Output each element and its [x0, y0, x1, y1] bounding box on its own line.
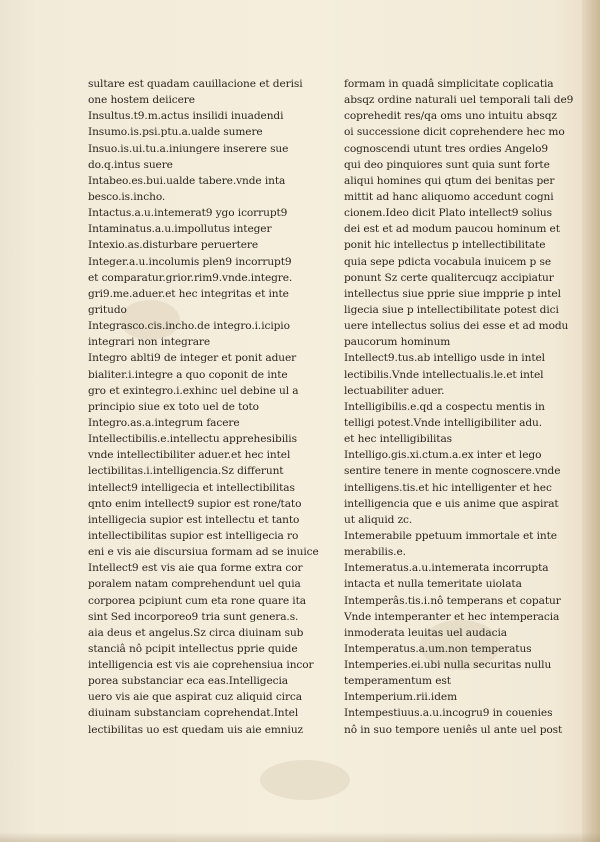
text-line: one hostem deiicere [88, 94, 195, 107]
text-line: Integer.a.u.incolumis plen9 incorrupt9 [88, 255, 292, 268]
text-line: quia sepe pdicta vocabula inuicem p se [344, 255, 552, 268]
text-line: gro et exintegro.i.exhinc uel debine ul a [88, 384, 299, 397]
text-line: Integro.as.a.integrum facere [88, 416, 240, 429]
text-line: uere intellectus solius dei esse et ad modu [344, 320, 569, 333]
text-line: Intelligo.gis.xi.ctum.a.ex inter et lego [344, 449, 542, 462]
text-line: intelligecia supior est intellectu et tanto [88, 513, 300, 526]
text-line: sentire tenere in mente cognoscere.vnde [344, 465, 561, 478]
text-line: Intellect9 est vis aie qua forme extra cor [88, 562, 303, 575]
text-line: Intemperatus.a.um.non temperatus [344, 642, 532, 655]
text-line: eni e vis aie discursiua formam ad se inuice [88, 546, 319, 559]
text-line: Insumo.is.psi.ptu.a.ualde sumere [88, 126, 263, 139]
text-line: Integro ablti9 de integer et ponit aduer [88, 352, 297, 365]
text-line: uero vis aie que aspirat cuz aliquid circa [88, 691, 302, 704]
text-line: ut aliquid zc. [344, 513, 413, 526]
text-line: diuinam substanciam coprehendat.Intel [88, 707, 299, 720]
text-line: poralem natam comprehendunt uel quia [88, 578, 301, 591]
text-line: corporea pcipiunt cum eta rone quare ita [88, 594, 306, 607]
text-line: nô in suo tempore ueniês ul ante uel post [344, 723, 563, 736]
text-line: dei est et ad modum paucou hominum et [344, 223, 560, 236]
text-line: porea substanciar eca eas.Intelligecia [88, 675, 288, 688]
text-line: Intexio.as.disturbare peruertere [88, 239, 259, 252]
text-line: lectibilis.Vnde intellectualis.le.et intel [344, 368, 544, 381]
text-line: mittit ad hanc aliquomo accedunt cogni [344, 190, 554, 203]
text-line: principio siue ex toto uel de toto [88, 400, 259, 413]
text-line: et comparatur.grior.rim9.vnde.integre. [88, 271, 293, 284]
text-line: Intellectibilis.e.intellectu apprehesibilis [88, 433, 297, 446]
text-line: bialiter.i.integre a quo coponit de inte [88, 368, 288, 381]
text-line: oi successione dicit coprehendere hec mo [344, 126, 565, 139]
text-line: Intemeratus.a.u.intemerata incorrupta [344, 562, 549, 575]
text-line: qui deo pinquiores sunt quia sunt forte [344, 158, 550, 171]
text-line: sint Sed incorporeo9 tria sunt genera.s. [88, 610, 299, 623]
text-line: gri9.me.aduer.et hec integritas et inte [88, 287, 289, 300]
text-line: coprehedit res/qa oms uno intuitu absqz [344, 110, 557, 123]
text-line: absqz ordine naturali uel temporali tali de9 [344, 94, 574, 107]
text-line: intacta et nulla temeritate uiolata [344, 578, 522, 591]
text-line: et hec intelligibilitas [344, 433, 453, 446]
text-line: Intaminatus.a.u.impollutus integer [88, 223, 272, 236]
text-line: ligecia siue p intellectibilitate potest dici [344, 303, 559, 316]
paper-stain [260, 760, 350, 800]
text-line: temperamentum est [344, 675, 451, 688]
text-line: Insultus.t9.m.actus insilidi inuadendi [88, 110, 284, 123]
text-line: Intemperâs.tis.i.nô temperans et copatur [344, 594, 561, 607]
text-line: Intactus.a.u.intemerat9 ygo icorrupt9 [88, 207, 288, 220]
text-line: Insuo.is.ui.tu.a.iniungere inserere sue [88, 142, 289, 155]
text-line: Intellect9.tus.ab intelligo usde in intel [344, 352, 545, 365]
text-line: paucorum hominum [344, 336, 451, 349]
text-line: Intabeo.es.bui.ualde tabere.vnde inta [88, 174, 286, 187]
text-line: formam in quadâ simplicitate coplicatia [344, 78, 554, 90]
text-line: intelligencia que e uis anime que aspirat [344, 497, 559, 510]
text-line: lectuabiliter aduer. [344, 384, 445, 397]
text-line: lectibilitas.i.intelligencia.Sz differunt [88, 465, 284, 478]
text-line: Intemperium.rii.idem [344, 691, 458, 704]
text-line: ponit hic intellectus p intellectibilitate [344, 239, 546, 252]
text-line: gritudo [88, 303, 127, 316]
text-line: lectibilitas uo est quedam uis aie emniuz [88, 723, 304, 736]
text-line: intellectibilitas supior est intelligecia ro [88, 529, 299, 542]
text-line: Intempestiuus.a.u.incogru9 in couenies [344, 707, 553, 720]
text-line: intellect9 intelligecia et intellectibilitas [88, 481, 295, 494]
text-line: telligi potest.Vnde intelligibiliter adu. [344, 416, 543, 429]
text-line: merabilis.e. [344, 546, 406, 559]
right-text-column [344, 76, 576, 738]
text-line: Intemerabile ppetuum immortale et inte [344, 529, 557, 542]
text-line: besco.is.incho. [88, 190, 166, 203]
text-line: ponunt Sz certe qualitercuqz accipiatur [344, 271, 554, 284]
page-bottom-shadow [0, 832, 600, 842]
text-line: stanciâ nô pcipit intellectus pprie quide [88, 642, 298, 655]
text-line: integrari non integrare [88, 336, 211, 349]
text-line: intelligencia est vis aie coprehensiua incor [88, 659, 314, 672]
text-line: aia deus et angelus.Sz circa diuinam sub [88, 626, 304, 639]
text-line: Vnde intemperanter et hec intemperacia [344, 610, 560, 623]
text-line: Integrasco.cis.incho.de integro.i.icipio [88, 320, 290, 333]
text-line: Intemperies.ei.ubi nulla securitas nullu [344, 659, 552, 672]
text-line: inmoderata leuitas uel audacia [344, 626, 507, 639]
left-text-column [88, 76, 323, 738]
text-line: intelligens.tis.et hic intelligenter et hec [344, 481, 552, 494]
text-line: vnde intellectibiliter aduer.et hec intel [88, 449, 291, 462]
text-line: do.q.intus suere [88, 158, 173, 171]
text-line: intellectus siue pprie siue impprie p intel [344, 287, 561, 300]
page-edge [582, 0, 600, 842]
text-line: cionem.Ideo dicit Plato intellect9 solius [344, 207, 552, 220]
text-line: cognoscendi utunt tres ordies Angelo9 [344, 142, 549, 155]
text-line: Intelligibilis.e.qd a cospectu mentis in [344, 400, 545, 413]
text-line: aliqui homines qui qtum dei benitas per [344, 174, 555, 187]
text-line: qnto enim intellect9 supior est rone/tato [88, 497, 302, 510]
text-line: sultare est quadam cauillacione et derisi [88, 78, 303, 90]
